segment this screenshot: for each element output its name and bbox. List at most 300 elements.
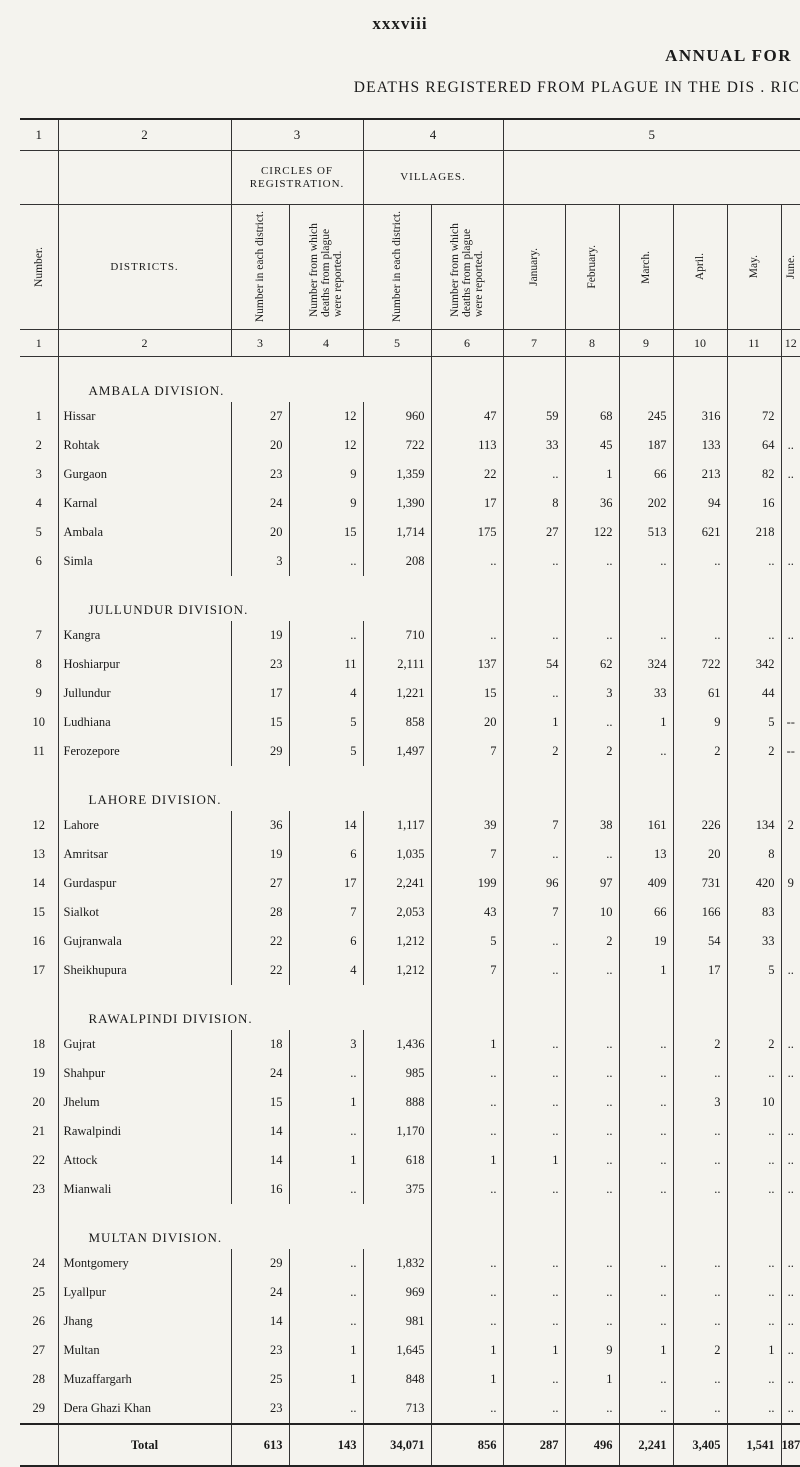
district-name: Ambala xyxy=(58,518,231,547)
table-cell: .. xyxy=(781,1278,800,1307)
table-cell: 24 xyxy=(231,1278,289,1307)
table-cell: 10 xyxy=(727,1088,781,1117)
table-cell: .. xyxy=(619,1278,673,1307)
row-number: 3 xyxy=(35,467,42,481)
table-cell: 62 xyxy=(565,650,619,679)
table-cell: 3 xyxy=(289,1030,363,1059)
table-cell: 14 xyxy=(231,1117,289,1146)
table-cell: .. xyxy=(673,1059,727,1088)
table-cell: .. xyxy=(503,1307,565,1336)
table-cell: 23 xyxy=(231,460,289,489)
total-cell: 856 xyxy=(431,1424,503,1466)
table-cell: 20 xyxy=(231,518,289,547)
table-cell: .. xyxy=(565,1175,619,1204)
table-cell: 19 xyxy=(231,621,289,650)
column-number: 12 xyxy=(781,330,800,357)
table-cell: 1 xyxy=(289,1146,363,1175)
table-cell: 4 xyxy=(289,679,363,708)
table-row xyxy=(20,547,800,576)
total-row xyxy=(20,1424,800,1466)
villages-number-header: Number in each district. xyxy=(391,211,403,323)
table-cell: 33 xyxy=(503,431,565,460)
table-cell: 17 xyxy=(431,489,503,518)
table-cell: .. xyxy=(781,1117,800,1146)
table-row xyxy=(20,737,800,766)
table-cell xyxy=(781,402,800,431)
table-cell: .. xyxy=(289,1117,363,1146)
spacer-cell xyxy=(20,576,58,621)
table-cell: .. xyxy=(727,1117,781,1146)
table-cell: 45 xyxy=(565,431,619,460)
column-number-row xyxy=(20,330,800,357)
table-cell: .. xyxy=(727,547,781,576)
table-cell: 19 xyxy=(619,927,673,956)
table-cell: 28 xyxy=(231,898,289,927)
table-cell: .. xyxy=(431,1088,503,1117)
division-heading: RAWALPINDI DIVISION. xyxy=(58,985,431,1030)
villages-header: VILLAGES. xyxy=(363,151,503,205)
row-number: 9 xyxy=(35,686,42,700)
table-cell: 1,035 xyxy=(363,840,431,869)
table-cell xyxy=(781,898,800,927)
table-cell: .. xyxy=(727,1394,781,1424)
table-cell: .. xyxy=(619,1394,673,1424)
table-cell: .. xyxy=(727,1175,781,1204)
table-cell: 36 xyxy=(565,489,619,518)
table-cell: .. xyxy=(619,1088,673,1117)
spacer-cell xyxy=(673,357,727,403)
column-number: 11 xyxy=(727,330,781,357)
spacer-cell xyxy=(673,766,727,811)
table-cell: 1 xyxy=(289,1336,363,1365)
table-cell: 20 xyxy=(673,840,727,869)
column-number: 6 xyxy=(431,330,503,357)
table-cell: 848 xyxy=(363,1365,431,1394)
table-cell: 15 xyxy=(289,518,363,547)
table-cell: 39 xyxy=(431,811,503,840)
table-cell: 36 xyxy=(231,811,289,840)
month-header-may: May. xyxy=(748,255,760,279)
table-cell: 1,832 xyxy=(363,1249,431,1278)
table-cell: 1,645 xyxy=(363,1336,431,1365)
table-cell: 722 xyxy=(673,650,727,679)
table-cell: 1 xyxy=(503,708,565,737)
spacer-cell xyxy=(781,1204,800,1249)
row-number: 14 xyxy=(32,876,45,890)
table-cell: .. xyxy=(565,1030,619,1059)
spacer-cell xyxy=(781,357,800,403)
table-cell: 985 xyxy=(363,1059,431,1088)
table-row xyxy=(20,650,800,679)
table-cell: .. xyxy=(565,708,619,737)
table-cell: .. xyxy=(503,927,565,956)
table-cell: 66 xyxy=(619,898,673,927)
table-cell: .. xyxy=(431,1117,503,1146)
table-cell: .. xyxy=(289,1307,363,1336)
table-cell: .. xyxy=(565,1059,619,1088)
table-cell: .. xyxy=(565,621,619,650)
table-cell: 1,714 xyxy=(363,518,431,547)
column-number: 5 xyxy=(363,330,431,357)
table-cell: 15 xyxy=(231,708,289,737)
table-cell: .. xyxy=(619,1365,673,1394)
table-cell: .. xyxy=(503,1249,565,1278)
table-cell: 22 xyxy=(431,460,503,489)
column-number: 9 xyxy=(619,330,673,357)
table-cell: 19 xyxy=(231,840,289,869)
total-cell: 613 xyxy=(231,1424,289,1466)
row-number: 1 xyxy=(35,409,42,423)
table-cell: 7 xyxy=(431,840,503,869)
table-cell xyxy=(781,840,800,869)
row-number: 17 xyxy=(32,963,45,977)
spacer-cell xyxy=(503,985,565,1030)
table-cell: .. xyxy=(781,1336,800,1365)
circles-deaths-header: Number from which deaths from plague were reported. xyxy=(308,223,344,317)
row-number: 25 xyxy=(32,1285,45,1299)
table-cell: 24 xyxy=(231,489,289,518)
row-number: 2 xyxy=(35,438,42,452)
circles-of-registration-header: CIRCLES OF REGISTRATION. xyxy=(231,151,363,205)
table-row xyxy=(20,1365,800,1394)
division-heading-row xyxy=(20,985,800,1030)
table-row xyxy=(20,1249,800,1278)
table-cell: .. xyxy=(565,1394,619,1424)
table-cell: 27 xyxy=(503,518,565,547)
table-cell: .. xyxy=(431,1175,503,1204)
table-cell: 202 xyxy=(619,489,673,518)
spacer-cell xyxy=(431,1204,503,1249)
top-column-number-row xyxy=(20,119,800,151)
table-cell: .. xyxy=(673,1117,727,1146)
table-cell: 618 xyxy=(363,1146,431,1175)
table-cell: .. xyxy=(727,1059,781,1088)
division-heading: MULTAN DIVISION. xyxy=(58,1204,431,1249)
spacer-cell xyxy=(727,357,781,403)
table-cell: 5 xyxy=(289,737,363,766)
header-right: ANNUAL FOR xyxy=(665,46,792,65)
table-row xyxy=(20,1030,800,1059)
district-name: Hissar xyxy=(58,402,231,431)
circles-number-header: Number in each district. xyxy=(254,211,266,323)
table-cell: .. xyxy=(781,1059,800,1088)
district-name: Rohtak xyxy=(58,431,231,460)
district-name: Kangra xyxy=(58,621,231,650)
table-cell: 9 xyxy=(565,1336,619,1365)
district-name: Simla xyxy=(58,547,231,576)
table-cell: 409 xyxy=(619,869,673,898)
table-cell: 2 xyxy=(565,737,619,766)
row-number: 29 xyxy=(32,1401,45,1415)
table-cell: 43 xyxy=(431,898,503,927)
table-cell: 1 xyxy=(431,1146,503,1175)
table-cell: 8 xyxy=(503,489,565,518)
table-row xyxy=(20,1059,800,1088)
division-heading: AMBALA DIVISION. xyxy=(58,357,431,403)
spacer-cell xyxy=(619,766,673,811)
district-name: Jullundur xyxy=(58,679,231,708)
table-cell: 8 xyxy=(727,840,781,869)
table-cell: 33 xyxy=(619,679,673,708)
division-heading: LAHORE DIVISION. xyxy=(58,766,431,811)
table-cell: 7 xyxy=(289,898,363,927)
district-name: Gurgaon xyxy=(58,460,231,489)
table-cell: 7 xyxy=(503,811,565,840)
table-cell: .. xyxy=(503,1365,565,1394)
table-cell: .. xyxy=(503,840,565,869)
table-cell: 161 xyxy=(619,811,673,840)
spacer-cell xyxy=(619,357,673,403)
table-cell: 2 xyxy=(673,1030,727,1059)
table-cell: 16 xyxy=(727,489,781,518)
table-cell: .. xyxy=(673,1278,727,1307)
row-number: 23 xyxy=(32,1182,45,1196)
table-cell: 82 xyxy=(727,460,781,489)
table-row xyxy=(20,811,800,840)
district-name: Shahpur xyxy=(58,1059,231,1088)
table-cell: 1,221 xyxy=(363,679,431,708)
table-cell: 1 xyxy=(431,1336,503,1365)
table-row xyxy=(20,1117,800,1146)
table-cell: 96 xyxy=(503,869,565,898)
row-number: 16 xyxy=(32,934,45,948)
table-cell: .. xyxy=(781,1307,800,1336)
table-row xyxy=(20,708,800,737)
table-cell: 14 xyxy=(289,811,363,840)
table-cell: 245 xyxy=(619,402,673,431)
spacer-cell xyxy=(503,576,565,621)
page-number: xxxviii xyxy=(372,14,428,33)
table-cell xyxy=(781,518,800,547)
table-cell: .. xyxy=(503,1394,565,1424)
table-cell: 5 xyxy=(289,708,363,737)
table-cell: 2 xyxy=(727,1030,781,1059)
table-cell: 61 xyxy=(673,679,727,708)
table-title: DEATHS REGISTERED FROM PLAGUE IN THE DIS . RIC xyxy=(353,79,800,96)
division-heading-row xyxy=(20,576,800,621)
row-number: 18 xyxy=(32,1037,45,1051)
table-cell: .. xyxy=(673,547,727,576)
division-heading-row xyxy=(20,766,800,811)
column-number: 2 xyxy=(58,330,231,357)
district-name: Gujranwala xyxy=(58,927,231,956)
table-cell: .. xyxy=(431,1307,503,1336)
district-name: Gurdaspur xyxy=(58,869,231,898)
table-cell: 97 xyxy=(565,869,619,898)
table-cell: 113 xyxy=(431,431,503,460)
table-cell: 187 xyxy=(619,431,673,460)
table-row xyxy=(20,1088,800,1117)
table-cell: 33 xyxy=(727,927,781,956)
spacer-cell xyxy=(781,766,800,811)
table-cell: .. xyxy=(727,1249,781,1278)
table-cell: .. xyxy=(565,1307,619,1336)
table-cell: 137 xyxy=(431,650,503,679)
table-cell: .. xyxy=(289,1059,363,1088)
table-cell: 27 xyxy=(231,402,289,431)
table-cell: 38 xyxy=(565,811,619,840)
total-cell: 287 xyxy=(503,1424,565,1466)
table-cell: 199 xyxy=(431,869,503,898)
row-number: 24 xyxy=(32,1256,45,1270)
row-number: 8 xyxy=(35,657,42,671)
district-name: Multan xyxy=(58,1336,231,1365)
table-cell: 1,359 xyxy=(363,460,431,489)
table-row xyxy=(20,1175,800,1204)
table-cell: .. xyxy=(727,1365,781,1394)
table-cell: 22 xyxy=(231,927,289,956)
column-number: 4 xyxy=(289,330,363,357)
table-row xyxy=(20,679,800,708)
table-cell: 621 xyxy=(673,518,727,547)
spacer-cell xyxy=(565,357,619,403)
row-number: 4 xyxy=(35,496,42,510)
table-cell: .. xyxy=(781,1365,800,1394)
table-cell: 23 xyxy=(231,1394,289,1424)
table-cell: 375 xyxy=(363,1175,431,1204)
table-cell: .. xyxy=(673,1175,727,1204)
table-cell: .. xyxy=(565,1088,619,1117)
district-name: Ludhiana xyxy=(58,708,231,737)
row-number: 27 xyxy=(32,1343,45,1357)
district-name: Lahore xyxy=(58,811,231,840)
district-name: Muzaffargarh xyxy=(58,1365,231,1394)
table-row xyxy=(20,869,800,898)
table-cell: 9 xyxy=(781,869,800,898)
total-cell: 187 xyxy=(781,1424,800,1466)
table-cell: .. xyxy=(565,1117,619,1146)
table-cell: 17 xyxy=(289,869,363,898)
spacer-cell xyxy=(727,766,781,811)
table-cell: 3 xyxy=(231,547,289,576)
table-cell: 4 xyxy=(289,956,363,985)
spacer-cell xyxy=(565,766,619,811)
table-row xyxy=(20,621,800,650)
month-header-april: April. xyxy=(694,253,706,281)
group-header-row xyxy=(20,151,800,205)
table-cell: 175 xyxy=(431,518,503,547)
table-cell: 94 xyxy=(673,489,727,518)
table-cell: 713 xyxy=(363,1394,431,1424)
spacer-cell xyxy=(673,985,727,1030)
table-cell: 1 xyxy=(431,1030,503,1059)
spacer-cell xyxy=(565,1204,619,1249)
table-cell: 24 xyxy=(231,1059,289,1088)
table-cell: 83 xyxy=(727,898,781,927)
table-cell xyxy=(781,489,800,518)
table-cell: .. xyxy=(289,1175,363,1204)
table-cell: .. xyxy=(503,547,565,576)
table-cell: 710 xyxy=(363,621,431,650)
spacer-cell xyxy=(673,1204,727,1249)
district-name: Lyallpur xyxy=(58,1278,231,1307)
table-row xyxy=(20,1336,800,1365)
table-cell: 3 xyxy=(673,1088,727,1117)
district-name: Mianwali xyxy=(58,1175,231,1204)
row-number: 20 xyxy=(32,1095,45,1109)
table-row xyxy=(20,1278,800,1307)
table-cell: 5 xyxy=(727,708,781,737)
table-cell: 29 xyxy=(231,737,289,766)
table-row xyxy=(20,1307,800,1336)
table-cell: .. xyxy=(781,431,800,460)
table-cell: 25 xyxy=(231,1365,289,1394)
district-name: Hoshiarpur xyxy=(58,650,231,679)
table-row xyxy=(20,460,800,489)
table-cell: 17 xyxy=(673,956,727,985)
table-cell: 213 xyxy=(673,460,727,489)
table-cell: 960 xyxy=(363,402,431,431)
table-cell: 5 xyxy=(431,927,503,956)
districts-header: DISTRICTS. xyxy=(58,205,231,330)
table-cell: 15 xyxy=(431,679,503,708)
table-cell: 20 xyxy=(231,431,289,460)
table-cell: .. xyxy=(781,460,800,489)
table-cell: 23 xyxy=(231,1336,289,1365)
table-cell: .. xyxy=(727,1307,781,1336)
table-cell: .. xyxy=(503,1030,565,1059)
table-cell: 1 xyxy=(619,956,673,985)
table-cell: 1,170 xyxy=(363,1117,431,1146)
table-cell: .. xyxy=(781,1175,800,1204)
table-cell: 59 xyxy=(503,402,565,431)
month-header-june: June. xyxy=(784,255,797,279)
total-cell: 3,405 xyxy=(673,1424,727,1466)
row-number: 13 xyxy=(32,847,45,861)
spacer-cell xyxy=(781,985,800,1030)
table-cell: 27 xyxy=(231,869,289,898)
table-cell: 7 xyxy=(431,737,503,766)
table-cell: .. xyxy=(781,1146,800,1175)
district-name: Karnal xyxy=(58,489,231,518)
table-cell: 1,117 xyxy=(363,811,431,840)
table-cell: 3 xyxy=(565,679,619,708)
table-cell: 981 xyxy=(363,1307,431,1336)
table-cell: 722 xyxy=(363,431,431,460)
table-cell: 12 xyxy=(289,402,363,431)
table-cell: 9 xyxy=(673,708,727,737)
table-cell: .. xyxy=(727,1146,781,1175)
spacer-cell xyxy=(431,576,503,621)
spacer-cell xyxy=(727,576,781,621)
table-cell: 1,436 xyxy=(363,1030,431,1059)
district-name: Amritsar xyxy=(58,840,231,869)
table-cell: .. xyxy=(503,460,565,489)
number-header: Number. xyxy=(32,247,45,287)
district-name: Jhelum xyxy=(58,1088,231,1117)
table-cell xyxy=(781,679,800,708)
table-row xyxy=(20,840,800,869)
table-cell: -- xyxy=(781,708,800,737)
table-cell: 2,053 xyxy=(363,898,431,927)
spacer-cell xyxy=(503,1204,565,1249)
table-cell: 22 xyxy=(231,956,289,985)
table-cell: 2 xyxy=(781,811,800,840)
row-number: 12 xyxy=(32,818,45,832)
sub-header-row xyxy=(20,205,800,330)
spacer-cell xyxy=(619,576,673,621)
spacer-cell xyxy=(20,1204,58,1249)
total-label: Total xyxy=(58,1424,231,1466)
table-cell: 13 xyxy=(619,840,673,869)
table-cell: 226 xyxy=(673,811,727,840)
table-cell: .. xyxy=(781,547,800,576)
table-cell: .. xyxy=(565,840,619,869)
table-cell: .. xyxy=(431,1249,503,1278)
table-cell xyxy=(781,650,800,679)
row-number: 28 xyxy=(32,1372,45,1386)
spacer-cell xyxy=(565,985,619,1030)
